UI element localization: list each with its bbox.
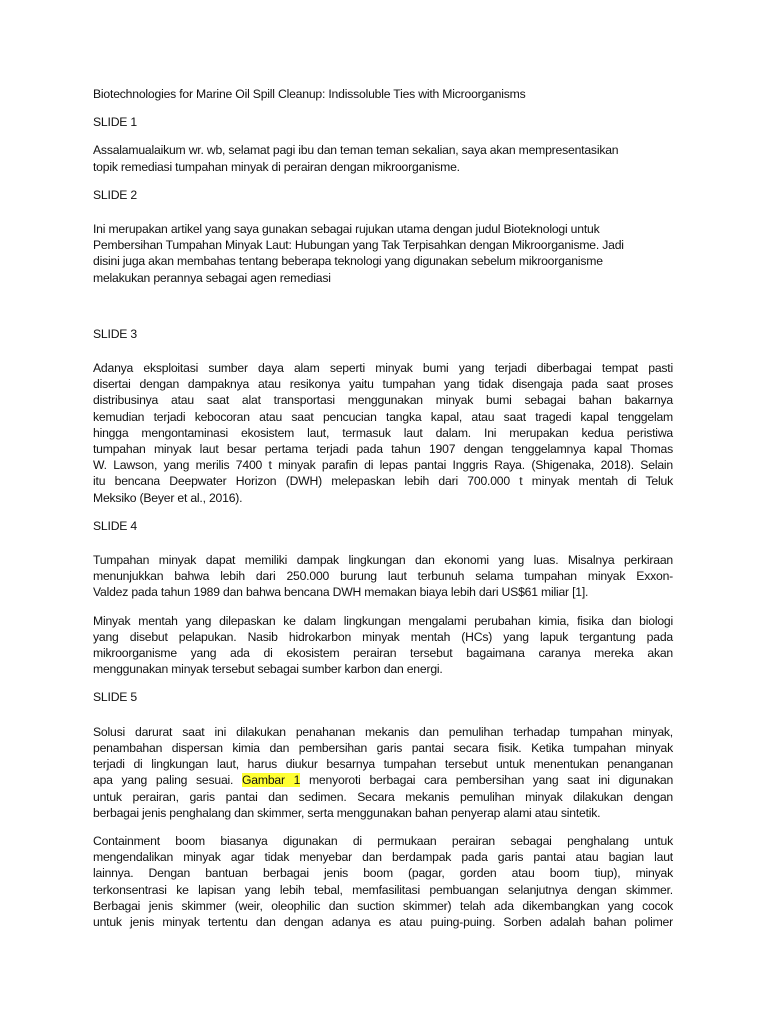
slide-4-heading: SLIDE 4 bbox=[93, 518, 137, 533]
paragraph-line-with-figure-ref bbox=[93, 772, 673, 788]
slide-1-heading: SLIDE 1 bbox=[93, 115, 137, 130]
paragraph-line: Solusi darurat saat ini dilakukan penahanan mekanis dan pemulihan terhadap tumpahan minyak, bbox=[93, 724, 673, 739]
slide-2-paragraph bbox=[93, 221, 673, 286]
paragraph-line: Ini merupakan artikel yang saya gunakan sebagai rujukan utama dengan judul Bioteknologi untuk bbox=[93, 222, 600, 237]
slide-3-heading: SLIDE 3 bbox=[93, 326, 137, 341]
paragraph-line: melakukan perannya sebagai agen remediasi bbox=[93, 270, 331, 285]
document-title: Biotechnologies for Marine Oil Spill Cleanup: Indissoluble Ties with Microorganisms bbox=[93, 87, 526, 101]
paragraph-line: untuk perairan, garis pantai dan sedimen. Secara mekanis pemulihan minyak dilakukan dengan bbox=[93, 789, 673, 804]
paragraph-line: Adanya eksploitasi sumber daya alam seperti minyak bumi yang terjadi diberbagai tempat pasti bbox=[93, 361, 673, 376]
slide-1-paragraph bbox=[93, 142, 673, 174]
text-segment: apa yang paling sesuai. bbox=[93, 773, 234, 788]
paragraph-line: Tumpahan minyak dapat memiliki dampak lingkungan dan ekonomi yang luas. Misalnya perkiraan bbox=[93, 553, 673, 568]
paragraph-line: Berbagai jenis skimmer (weir, oleophilic dan suction skimmer) telah ada dikembangkan yang cocok bbox=[93, 898, 673, 913]
paragraph-line: terjadi di lingkungan laut, harus diukur besarnya tumpahan tersebut untuk menentukan penanganan bbox=[93, 757, 673, 772]
paragraph-line: penambahan dispersan kimia dan pembersihan garis pantai secara fisik. Ketika tumpahan minyak bbox=[93, 740, 673, 755]
paragraph-line: yang disebut pelapukan. Nasib hidrokarbon minyak mentah (HCs) yang lapuk tergantung pada bbox=[93, 629, 673, 644]
slide-3-paragraph bbox=[93, 360, 673, 506]
paragraph-line: terkonsentrasi ke lapisan yang lebih tebal, memfasilitasi pembuangan selanjutnya dengan skimmer. bbox=[93, 882, 673, 897]
paragraph-line: itu bencana Deepwater Horizon (DWH) melepaskan lebih dari 700.000 t minyak mentah di Teluk bbox=[93, 474, 673, 489]
paragraph-line: lainnya. Dengan bantuan berbagai jenis boom (pagar, gorden atau boom tiup), minyak bbox=[93, 866, 673, 881]
paragraph-line: distribusinya atau saat alat transportasi menggunakan minyak bumi sebagai bahan bakarnya bbox=[93, 393, 673, 408]
paragraph-line: mengendalikan minyak agar tidak menyebar dan berdampak pada garis pantai atau bagian laut bbox=[93, 850, 673, 865]
slide-5-paragraph-1 bbox=[93, 724, 673, 821]
paragraph-line: kemudian terjadi kebocoran atau saat pencucian tangka kapal, atau saat tragedi kapal tenggelam bbox=[93, 409, 673, 424]
paragraph-line: Meksiko (Beyer et al., 2016). bbox=[93, 490, 243, 505]
paragraph-line: Containment boom biasanya digunakan di permukaan perairan sebagai penghalang untuk bbox=[93, 833, 673, 848]
paragraph-line: disini juga akan membahas tentang beberapa teknologi yang digunakan sebelum mikroorganisme bbox=[93, 254, 603, 269]
document-page bbox=[93, 86, 673, 930]
slide-4-paragraph-2 bbox=[93, 613, 673, 678]
paragraph-line: topik remediasi tumpahan minyak di perairan dengan mikroorganisme. bbox=[93, 159, 460, 174]
paragraph-line: menunjukkan bahwa lebih dari 250.000 burung laut terbunuh selama tumpahan minyak Exxon- bbox=[93, 569, 673, 584]
slide-5-paragraph-2 bbox=[93, 833, 673, 930]
paragraph-line: tumpahan minyak laut besar pertama terjadi pada tahun 1907 dengan tenggelamnya kapal Thomas bbox=[93, 442, 673, 457]
paragraph-line: berbagai jenis penghalang dan skimmer, serta menggunakan bahan penyerap alami atau sintetik. bbox=[93, 805, 601, 820]
slide-5-heading: SLIDE 5 bbox=[93, 690, 137, 705]
figure-reference-highlight: Gambar 1 bbox=[242, 773, 301, 788]
text-segment: menyoroti berbagai cara pembersihan yang saat ini digunakan bbox=[308, 773, 674, 788]
paragraph-line: untuk jenis minyak tertentu dan dengan adanya es atau puing-puing. Sorben adalah bahan polimer bbox=[93, 914, 673, 929]
paragraph-line: Assalamualaikum wr. wb, selamat pagi ibu dan teman teman sekalian, saya akan mempresentasikan bbox=[93, 143, 619, 158]
paragraph-line: disertai dengan dampaknya atau resikonya yaitu tumpahan yang tidak disengaja pada saat proses bbox=[93, 377, 673, 392]
paragraph-line: mikroorganisme yang ada di ekosistem perairan tersebut bagaimana caranya mereka akan bbox=[93, 646, 673, 661]
slide-4-paragraph-1 bbox=[93, 552, 673, 601]
paragraph-line: hingga mengontaminasi ekosistem laut, termasuk laut dalam. Ini merupakan kedua peristiwa bbox=[93, 425, 673, 440]
paragraph-line: Pembersihan Tumpahan Minyak Laut: Hubungan yang Tak Terpisahkan dengan Mikroorganisme. Jadi bbox=[93, 238, 624, 253]
paragraph-line: menggunakan minyak tersebut sebagai sumber karbon dan energi. bbox=[93, 662, 443, 677]
paragraph-line: Minyak mentah yang dilepaskan ke dalam lingkungan mengalami perubahan kimia, fisika dan biologi bbox=[93, 613, 673, 628]
slide-2-heading: SLIDE 2 bbox=[93, 187, 137, 202]
paragraph-line: W. Lawson, yang merilis 7400 t minyak parafin di lepas pantai Inggris Raya. (Shigenaka, 2018). Selain bbox=[93, 458, 673, 473]
paragraph-line: Valdez pada tahun 1989 dan bahwa bencana DWH memakan biaya lebih dari US$61 miliar [1]. bbox=[93, 585, 589, 600]
